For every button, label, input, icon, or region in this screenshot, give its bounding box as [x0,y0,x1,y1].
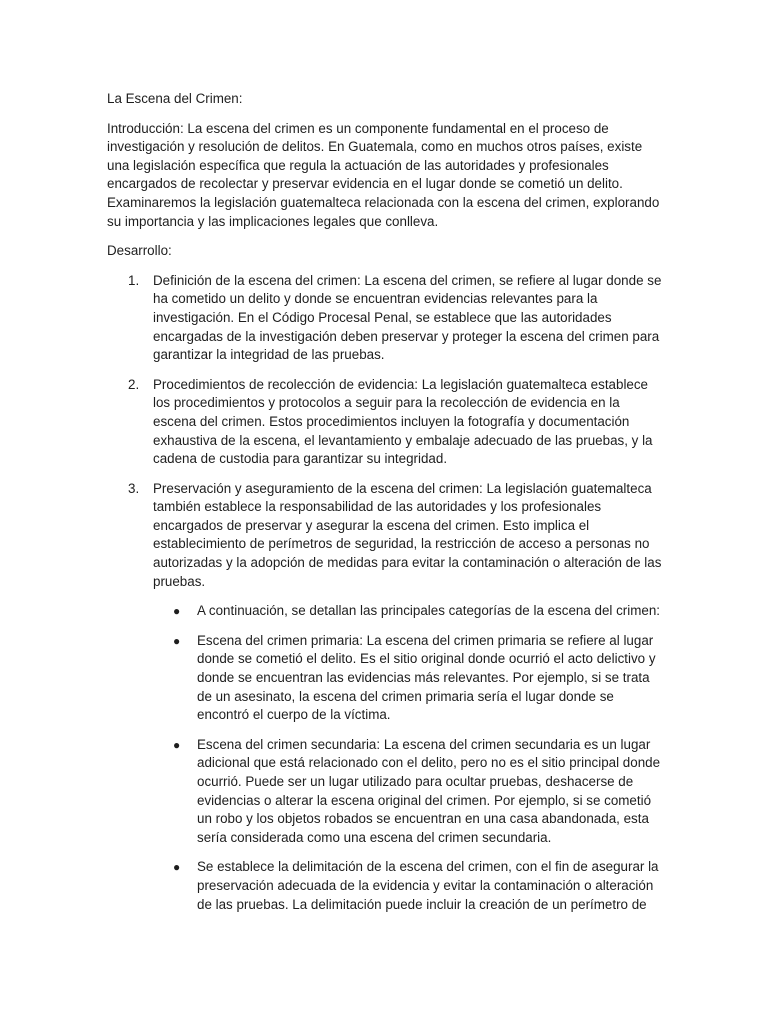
bullet-item-2 [107,632,663,725]
item-text: Procedimientos de recolección de evidencia: La legislación guatemalteca establece los procedimientos y protocolos a seguir para la recolección de evidencia en la escena del crimen. Estos procedimientos incluyen la fotografía y documentación exhaustiva de la escena, el levantamiento y embalaje adecuado de las pruebas, y la cadena de custodia para garantizar su integridad. [153,376,653,467]
numbered-item-1 [107,272,663,365]
bullet-icon: ● [173,737,181,752]
bullet-text: A continuación, se detallan las principales categorías de la escena del crimen: [197,603,660,619]
bullet-text: Escena del crimen secundaria: La escena del crimen secundaria es un lugar adicional que está relacionado con el delito, pero no es el sitio principal donde ocurrió. Puede ser un lugar utilizado para ocultar pruebas, deshacerse de evidencias o alterar la escena original del crimen. Por ejemplo, si se cometió un robo y los objetos robados se encuentran en una casa abandonada, esta sería considerada como una escena del crimen secundaria. [197,736,661,845]
bullet-icon: ● [173,633,181,648]
numbered-item-2 [107,376,663,469]
item-number: 3. [128,480,140,496]
bullet-item-1 [107,602,663,621]
item-number: 2. [128,376,140,392]
item-number: 1. [128,272,140,288]
item-text: Preservación y aseguramiento de la escena del crimen: La legislación guatemalteca también establece la responsabilidad de las autoridades y los profesionales encargados de preservar y asegurar la escena del crimen. Esto implica el establecimiento de perímetros de seguridad, la restricción de acceso a personas no autorizadas y la adopción de medidas para evitar la contaminación o alteración de las pruebas. [153,480,662,589]
bullet-item-3 [107,736,663,848]
bullet-list [107,602,663,914]
intro-paragraph: Introducción: La escena del crimen es un componente fundamental en el proceso de investigación y resolución de delitos. En Guatemala, como en muchos otros países, existe una legislación específica que regula la actuación de las autoridades y profesionales encargados de recolectar y preservar evidencia en el lugar donde se cometió un delito. Examinaremos la legislación guatemalteca relacionada con la escena del crimen, explorando su importancia y las implicaciones legales que conlleva. [107,120,660,229]
bullet-text: Se establece la delimitación de la escena del crimen, con el fin de asegurar la preservación adecuada de la evidencia y evitar la contaminación o alteración de las pruebas. La delimitación puede incluir la creación de un perímetro de [197,859,659,912]
numbered-item-3 [107,480,663,592]
numbered-list [107,272,663,592]
bullet-icon: ● [173,860,181,875]
section-heading: Desarrollo: [107,243,172,259]
bullet-icon: ● [173,604,181,619]
bullet-item-4 [107,858,663,914]
bullet-text: Escena del crimen primaria: La escena del crimen primaria se refiere al lugar donde se cometió el delito. Es el sitio original donde ocurrió el acto delictivo y donde se encuentran las evidencias más relevantes. Por ejemplo, si se trata de un asesinato, la escena del crimen primaria sería el lugar donde se encontró el cuerpo de la víctima. [197,632,656,723]
document-title: La Escena del Crimen: [107,91,243,106]
document-body [107,90,663,925]
item-text: Definición de la escena del crimen: La escena del crimen, se refiere al lugar donde se ha cometido un delito y donde se encuentran evidencias relevantes para la investigación. En el Código Procesal Penal, se establece que las autoridades encargadas de la investigación deben preservar y proteger la escena del crimen para garantizar la integridad de las pruebas. [153,272,662,363]
